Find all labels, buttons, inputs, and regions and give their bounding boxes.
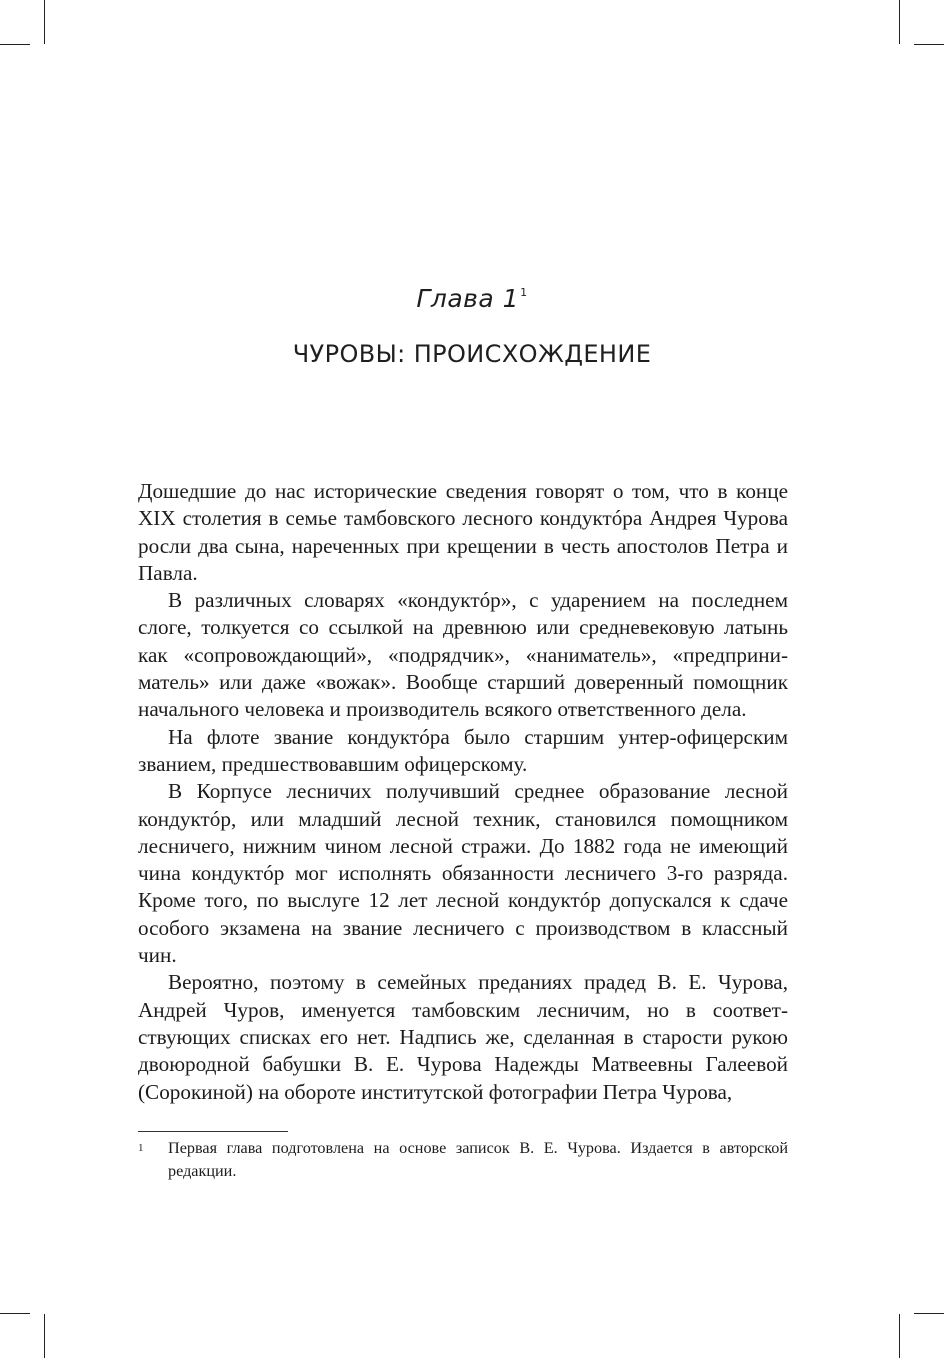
chapter-footnote-ref: 1 (520, 285, 528, 299)
footnote-mark: 1 (138, 1142, 144, 1154)
chapter-title: ЧУРОВЫ: ПРОИСХОЖДЕНИЕ (292, 340, 652, 368)
body-text (138, 478, 788, 1106)
paragraph: Дошедшие до нас исторические сведения говорят о том, что в конце XIX столетия в семье тамбовского лесного кондуктóра Андрея Чурова росли два сына, нареченных при крещении в честь апостолов Петра и Павла. (138, 479, 788, 585)
chapter-label (0, 284, 944, 313)
chapter-label-text: Глава 1 (416, 284, 520, 313)
paragraph: На флоте звание кондуктóра было старшим унтер-офицерским званием, предшествовавшим офицерскому. (138, 724, 788, 776)
paragraph: В различных словарях «кондуктóр», с ударением на последнем слоге, толкуется со ссылкой на древнюю или средневековую латынь как «сопровождающий», «подрядчик», «наниматель», «предприниматель» или даже «вожак». Вообще старший доверенный помощник начального человека и производитель всякого ответственного дела. (138, 588, 788, 722)
crop-mark-bottom-left-vertical (44, 1314, 45, 1358)
crop-mark-bottom-right-vertical (899, 1314, 900, 1358)
crop-mark-bottom-right-horizontal (914, 1313, 944, 1314)
footnote-text: Первая глава подготовлена на основе записок В. Е. Чурова. Издается в авторской редакции. (168, 1139, 788, 1180)
crop-mark-top-right-vertical (899, 0, 900, 44)
crop-mark-top-right-horizontal (914, 44, 944, 45)
footnote-divider (138, 1131, 288, 1132)
paragraph: Вероятно, поэтому в семейных преданиях прадед В. Е. Чурова, Андрей Чуров, именуется тамбовским лесничим, но в соответствующих списках его нет. Надпись же, сделанная в старости рукою двоюродной бабушки В. Е. Чурова Надежды Матвеевны Галеевой (Сорокиной) на обороте институтской фотографии Петра Чурова, (138, 970, 788, 1104)
crop-mark-top-left-horizontal (0, 44, 30, 45)
crop-mark-top-left-vertical (44, 0, 45, 44)
footnote (138, 1137, 788, 1183)
crop-mark-bottom-left-horizontal (0, 1313, 30, 1314)
paragraph: В Корпусе лесничих получивший среднее образование лесной кондуктóр, или младший лесной техник, становился помощником лесничего, нижним чином лесной стражи. До 1882 года не имеющий чина кондуктóр мог исполнять обязанности лесничего 3-го разряда. Кроме того, по выслуге 12 лет лесной кондуктóр допускался к сдаче особого экзамена на звание лесничего с производством в классный чин. (138, 779, 788, 968)
